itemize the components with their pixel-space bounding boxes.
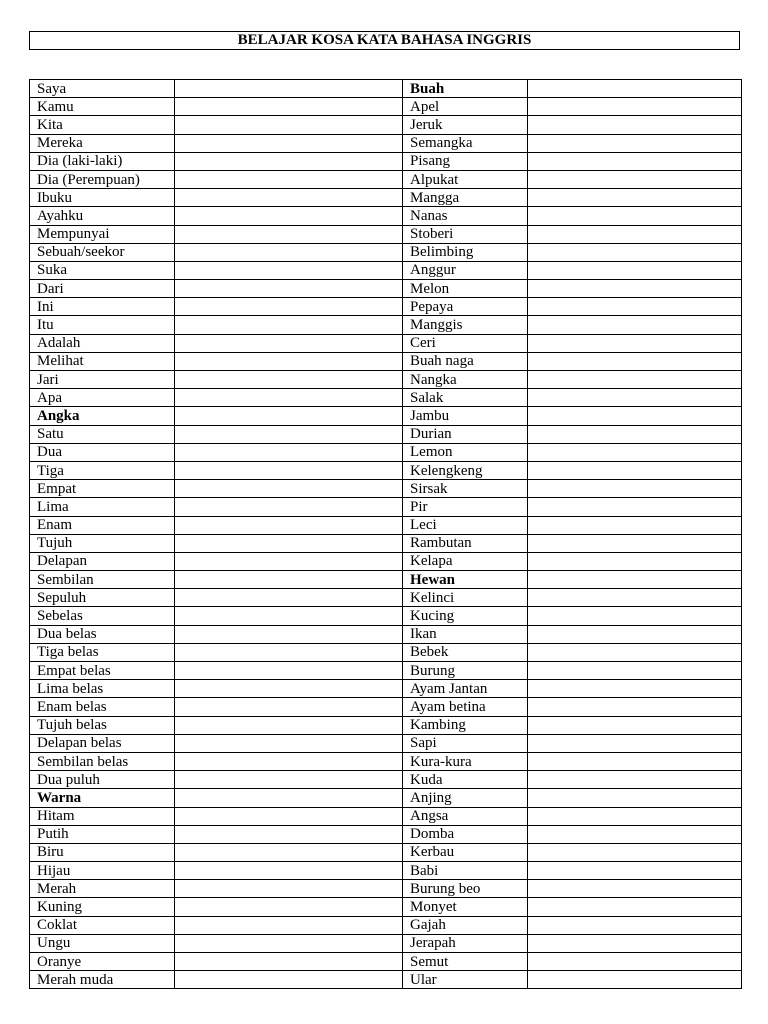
indonesian-word-cell: Dua puluh (30, 771, 175, 789)
table-row (30, 516, 742, 534)
indonesian-word-cell: Apel (403, 98, 528, 116)
english-answer-cell[interactable] (175, 716, 403, 734)
indonesian-word-cell: Kamu (30, 98, 175, 116)
section-heading-cell: Angka (30, 407, 175, 425)
english-answer-cell[interactable] (175, 316, 403, 334)
english-answer-cell[interactable] (528, 261, 742, 279)
indonesian-word-cell: Coklat (30, 916, 175, 934)
indonesian-word-cell: Empat (30, 480, 175, 498)
table-row (30, 316, 742, 334)
english-answer-cell[interactable] (528, 207, 742, 225)
indonesian-word-cell: Sapi (403, 734, 528, 752)
indonesian-word-cell: Tiga (30, 461, 175, 479)
indonesian-word-cell: Dia (Perempuan) (30, 170, 175, 188)
indonesian-word-cell: Empat belas (30, 662, 175, 680)
indonesian-word-cell: Angsa (403, 807, 528, 825)
english-answer-cell[interactable] (175, 170, 403, 188)
table-row (30, 498, 742, 516)
english-answer-cell[interactable] (175, 134, 403, 152)
english-answer-cell[interactable] (175, 152, 403, 170)
indonesian-word-cell: Dua (30, 443, 175, 461)
table-row (30, 552, 742, 570)
english-answer-cell[interactable] (175, 80, 403, 98)
english-answer-cell[interactable] (528, 662, 742, 680)
indonesian-word-cell: Lima (30, 498, 175, 516)
english-answer-cell[interactable] (175, 898, 403, 916)
indonesian-word-cell: Kelengkeng (403, 461, 528, 479)
indonesian-word-cell: Ungu (30, 934, 175, 952)
section-heading-cell: Buah (403, 80, 528, 98)
indonesian-word-cell: Ayam betina (403, 698, 528, 716)
section-heading-cell: Warna (30, 789, 175, 807)
english-answer-cell[interactable] (528, 971, 742, 989)
english-answer-cell[interactable] (175, 516, 403, 534)
english-answer-cell[interactable] (528, 425, 742, 443)
english-answer-cell[interactable] (175, 443, 403, 461)
english-answer-cell[interactable] (528, 552, 742, 570)
english-answer-cell[interactable] (175, 425, 403, 443)
table-row (30, 371, 742, 389)
english-answer-cell[interactable] (528, 243, 742, 261)
indonesian-word-cell: Merah (30, 880, 175, 898)
table-row (30, 698, 742, 716)
table-row (30, 716, 742, 734)
indonesian-word-cell: Jari (30, 371, 175, 389)
english-answer-cell[interactable] (528, 152, 742, 170)
table-row (30, 334, 742, 352)
indonesian-word-cell: Enam belas (30, 698, 175, 716)
table-row (30, 152, 742, 170)
indonesian-word-cell: Hijau (30, 862, 175, 880)
indonesian-word-cell: Mereka (30, 134, 175, 152)
english-answer-cell[interactable] (175, 261, 403, 279)
indonesian-word-cell: Monyet (403, 898, 528, 916)
table-row (30, 825, 742, 843)
english-answer-cell[interactable] (528, 607, 742, 625)
english-answer-cell[interactable] (175, 752, 403, 770)
english-answer-cell[interactable] (528, 843, 742, 861)
english-answer-cell[interactable] (528, 316, 742, 334)
table-row (30, 80, 742, 98)
table-row (30, 934, 742, 952)
indonesian-word-cell: Tujuh (30, 534, 175, 552)
indonesian-word-cell: Kuning (30, 898, 175, 916)
english-answer-cell[interactable] (528, 170, 742, 188)
indonesian-word-cell: Kelapa (403, 552, 528, 570)
indonesian-word-cell: Suka (30, 261, 175, 279)
indonesian-word-cell: Apa (30, 389, 175, 407)
english-answer-cell[interactable] (528, 771, 742, 789)
table-row (30, 134, 742, 152)
english-answer-cell[interactable] (528, 371, 742, 389)
table-row (30, 898, 742, 916)
table-row (30, 225, 742, 243)
table-row (30, 443, 742, 461)
english-answer-cell[interactable] (528, 98, 742, 116)
english-answer-cell[interactable] (175, 498, 403, 516)
indonesian-word-cell: Ibuku (30, 189, 175, 207)
english-answer-cell[interactable] (175, 280, 403, 298)
indonesian-word-cell: Manggis (403, 316, 528, 334)
indonesian-word-cell: Hitam (30, 807, 175, 825)
indonesian-word-cell: Nanas (403, 207, 528, 225)
indonesian-word-cell: Burung beo (403, 880, 528, 898)
indonesian-word-cell: Kura-kura (403, 752, 528, 770)
english-answer-cell[interactable] (528, 752, 742, 770)
table-row (30, 843, 742, 861)
table-row (30, 170, 742, 188)
english-answer-cell[interactable] (175, 953, 403, 971)
indonesian-word-cell: Biru (30, 843, 175, 861)
indonesian-word-cell: Sembilan belas (30, 752, 175, 770)
english-answer-cell[interactable] (528, 461, 742, 479)
table-row (30, 607, 742, 625)
table-row (30, 116, 742, 134)
english-answer-cell[interactable] (175, 643, 403, 661)
indonesian-word-cell: Dari (30, 280, 175, 298)
table-row (30, 480, 742, 498)
english-answer-cell[interactable] (175, 243, 403, 261)
table-row (30, 662, 742, 680)
english-answer-cell[interactable] (528, 862, 742, 880)
english-answer-cell[interactable] (175, 334, 403, 352)
indonesian-word-cell: Dua belas (30, 625, 175, 643)
indonesian-word-cell: Bebek (403, 643, 528, 661)
english-answer-cell[interactable] (528, 916, 742, 934)
table-row (30, 625, 742, 643)
english-answer-cell[interactable] (175, 480, 403, 498)
table-row (30, 589, 742, 607)
indonesian-word-cell: Kucing (403, 607, 528, 625)
english-answer-cell[interactable] (175, 934, 403, 952)
indonesian-word-cell: Dia (laki-laki) (30, 152, 175, 170)
english-answer-cell[interactable] (175, 607, 403, 625)
english-answer-cell[interactable] (175, 625, 403, 643)
indonesian-word-cell: Stoberi (403, 225, 528, 243)
english-answer-cell[interactable] (175, 298, 403, 316)
indonesian-word-cell: Oranye (30, 953, 175, 971)
indonesian-word-cell: Domba (403, 825, 528, 843)
english-answer-cell[interactable] (528, 352, 742, 370)
indonesian-word-cell: Buah naga (403, 352, 528, 370)
indonesian-word-cell: Kelinci (403, 589, 528, 607)
english-answer-cell[interactable] (175, 98, 403, 116)
indonesian-word-cell: Jambu (403, 407, 528, 425)
table-row (30, 680, 742, 698)
indonesian-word-cell: Gajah (403, 916, 528, 934)
indonesian-word-cell: Durian (403, 425, 528, 443)
english-answer-cell[interactable] (175, 371, 403, 389)
english-answer-cell[interactable] (528, 389, 742, 407)
english-answer-cell[interactable] (175, 116, 403, 134)
indonesian-word-cell: Nangka (403, 371, 528, 389)
indonesian-word-cell: Salak (403, 389, 528, 407)
indonesian-word-cell: Rambutan (403, 534, 528, 552)
indonesian-word-cell: Tujuh belas (30, 716, 175, 734)
english-answer-cell[interactable] (175, 552, 403, 570)
indonesian-word-cell: Burung (403, 662, 528, 680)
indonesian-word-cell: Sebuah/seekor (30, 243, 175, 261)
indonesian-word-cell: Kita (30, 116, 175, 134)
english-answer-cell[interactable] (175, 880, 403, 898)
table-row (30, 807, 742, 825)
english-answer-cell[interactable] (175, 862, 403, 880)
english-answer-cell[interactable] (528, 680, 742, 698)
english-answer-cell[interactable] (528, 625, 742, 643)
table-row (30, 534, 742, 552)
english-answer-cell[interactable] (528, 716, 742, 734)
indonesian-word-cell: Melon (403, 280, 528, 298)
english-answer-cell[interactable] (528, 334, 742, 352)
table-row (30, 261, 742, 279)
english-answer-cell[interactable] (528, 298, 742, 316)
table-row (30, 862, 742, 880)
table-row (30, 407, 742, 425)
table-row (30, 571, 742, 589)
table-row (30, 789, 742, 807)
english-answer-cell[interactable] (175, 389, 403, 407)
indonesian-word-cell: Tiga belas (30, 643, 175, 661)
indonesian-word-cell: Mangga (403, 189, 528, 207)
table-row (30, 771, 742, 789)
english-answer-cell[interactable] (528, 807, 742, 825)
indonesian-word-cell: Babi (403, 862, 528, 880)
table-row (30, 971, 742, 989)
english-answer-cell[interactable] (528, 953, 742, 971)
english-answer-cell[interactable] (175, 843, 403, 861)
english-answer-cell[interactable] (175, 807, 403, 825)
indonesian-word-cell: Ayahku (30, 207, 175, 225)
english-answer-cell[interactable] (175, 352, 403, 370)
table-row (30, 243, 742, 261)
english-answer-cell[interactable] (528, 407, 742, 425)
english-answer-cell[interactable] (528, 225, 742, 243)
english-answer-cell[interactable] (528, 589, 742, 607)
page-title: BELAJAR KOSA KATA BAHASA INGGRIS (29, 31, 740, 50)
table-row (30, 953, 742, 971)
english-answer-cell[interactable] (175, 698, 403, 716)
indonesian-word-cell: Alpukat (403, 170, 528, 188)
table-row (30, 389, 742, 407)
english-answer-cell[interactable] (528, 480, 742, 498)
indonesian-word-cell: Satu (30, 425, 175, 443)
indonesian-word-cell: Lemon (403, 443, 528, 461)
table-row (30, 425, 742, 443)
english-answer-cell[interactable] (528, 880, 742, 898)
indonesian-word-cell: Semangka (403, 134, 528, 152)
indonesian-word-cell: Pepaya (403, 298, 528, 316)
indonesian-word-cell: Melihat (30, 352, 175, 370)
indonesian-word-cell: Sepuluh (30, 589, 175, 607)
english-answer-cell[interactable] (528, 698, 742, 716)
english-answer-cell[interactable] (175, 589, 403, 607)
indonesian-word-cell: Ceri (403, 334, 528, 352)
indonesian-word-cell: Kambing (403, 716, 528, 734)
english-answer-cell[interactable] (528, 734, 742, 752)
english-answer-cell[interactable] (528, 280, 742, 298)
english-answer-cell[interactable] (175, 571, 403, 589)
table-row (30, 98, 742, 116)
english-answer-cell[interactable] (528, 825, 742, 843)
english-answer-cell[interactable] (175, 971, 403, 989)
indonesian-word-cell: Pir (403, 498, 528, 516)
table-row (30, 643, 742, 661)
indonesian-word-cell: Sembilan (30, 571, 175, 589)
indonesian-word-cell: Anjing (403, 789, 528, 807)
table-row (30, 734, 742, 752)
indonesian-word-cell: Merah muda (30, 971, 175, 989)
english-answer-cell[interactable] (175, 662, 403, 680)
indonesian-word-cell: Ini (30, 298, 175, 316)
indonesian-word-cell: Anggur (403, 261, 528, 279)
indonesian-word-cell: Saya (30, 80, 175, 98)
indonesian-word-cell: Lima belas (30, 680, 175, 698)
indonesian-word-cell: Delapan belas (30, 734, 175, 752)
indonesian-word-cell: Jeruk (403, 116, 528, 134)
table-row (30, 207, 742, 225)
table-row (30, 461, 742, 479)
english-answer-cell[interactable] (175, 207, 403, 225)
table-row (30, 352, 742, 370)
english-answer-cell[interactable] (528, 516, 742, 534)
table-row (30, 298, 742, 316)
english-answer-cell[interactable] (528, 898, 742, 916)
indonesian-word-cell: Ayam Jantan (403, 680, 528, 698)
section-heading-cell: Hewan (403, 571, 528, 589)
english-answer-cell[interactable] (175, 189, 403, 207)
indonesian-word-cell: Sirsak (403, 480, 528, 498)
english-answer-cell[interactable] (175, 771, 403, 789)
english-answer-cell[interactable] (175, 680, 403, 698)
english-answer-cell[interactable] (528, 116, 742, 134)
indonesian-word-cell: Sebelas (30, 607, 175, 625)
table-row (30, 280, 742, 298)
english-answer-cell[interactable] (175, 461, 403, 479)
indonesian-word-cell: Belimbing (403, 243, 528, 261)
english-answer-cell[interactable] (175, 789, 403, 807)
english-answer-cell[interactable] (528, 934, 742, 952)
english-answer-cell[interactable] (175, 825, 403, 843)
indonesian-word-cell: Ular (403, 971, 528, 989)
indonesian-word-cell: Delapan (30, 552, 175, 570)
english-answer-cell[interactable] (528, 189, 742, 207)
english-answer-cell[interactable] (528, 789, 742, 807)
indonesian-word-cell: Putih (30, 825, 175, 843)
table-row (30, 189, 742, 207)
indonesian-word-cell: Semut (403, 953, 528, 971)
indonesian-word-cell: Kerbau (403, 843, 528, 861)
english-answer-cell[interactable] (528, 134, 742, 152)
english-answer-cell[interactable] (528, 443, 742, 461)
indonesian-word-cell: Kuda (403, 771, 528, 789)
english-answer-cell[interactable] (528, 498, 742, 516)
indonesian-word-cell: Leci (403, 516, 528, 534)
english-answer-cell[interactable] (175, 225, 403, 243)
indonesian-word-cell: Enam (30, 516, 175, 534)
english-answer-cell[interactable] (528, 571, 742, 589)
english-answer-cell[interactable] (528, 80, 742, 98)
indonesian-word-cell: Pisang (403, 152, 528, 170)
english-answer-cell[interactable] (175, 916, 403, 934)
english-answer-cell[interactable] (175, 734, 403, 752)
vocabulary-table (29, 79, 742, 989)
vocabulary-table-body (30, 80, 742, 989)
indonesian-word-cell: Jerapah (403, 934, 528, 952)
indonesian-word-cell: Mempunyai (30, 225, 175, 243)
indonesian-word-cell: Itu (30, 316, 175, 334)
indonesian-word-cell: Adalah (30, 334, 175, 352)
table-row (30, 880, 742, 898)
english-answer-cell[interactable] (528, 643, 742, 661)
english-answer-cell[interactable] (175, 534, 403, 552)
english-answer-cell[interactable] (175, 407, 403, 425)
table-row (30, 916, 742, 934)
indonesian-word-cell: Ikan (403, 625, 528, 643)
english-answer-cell[interactable] (528, 534, 742, 552)
table-row (30, 752, 742, 770)
